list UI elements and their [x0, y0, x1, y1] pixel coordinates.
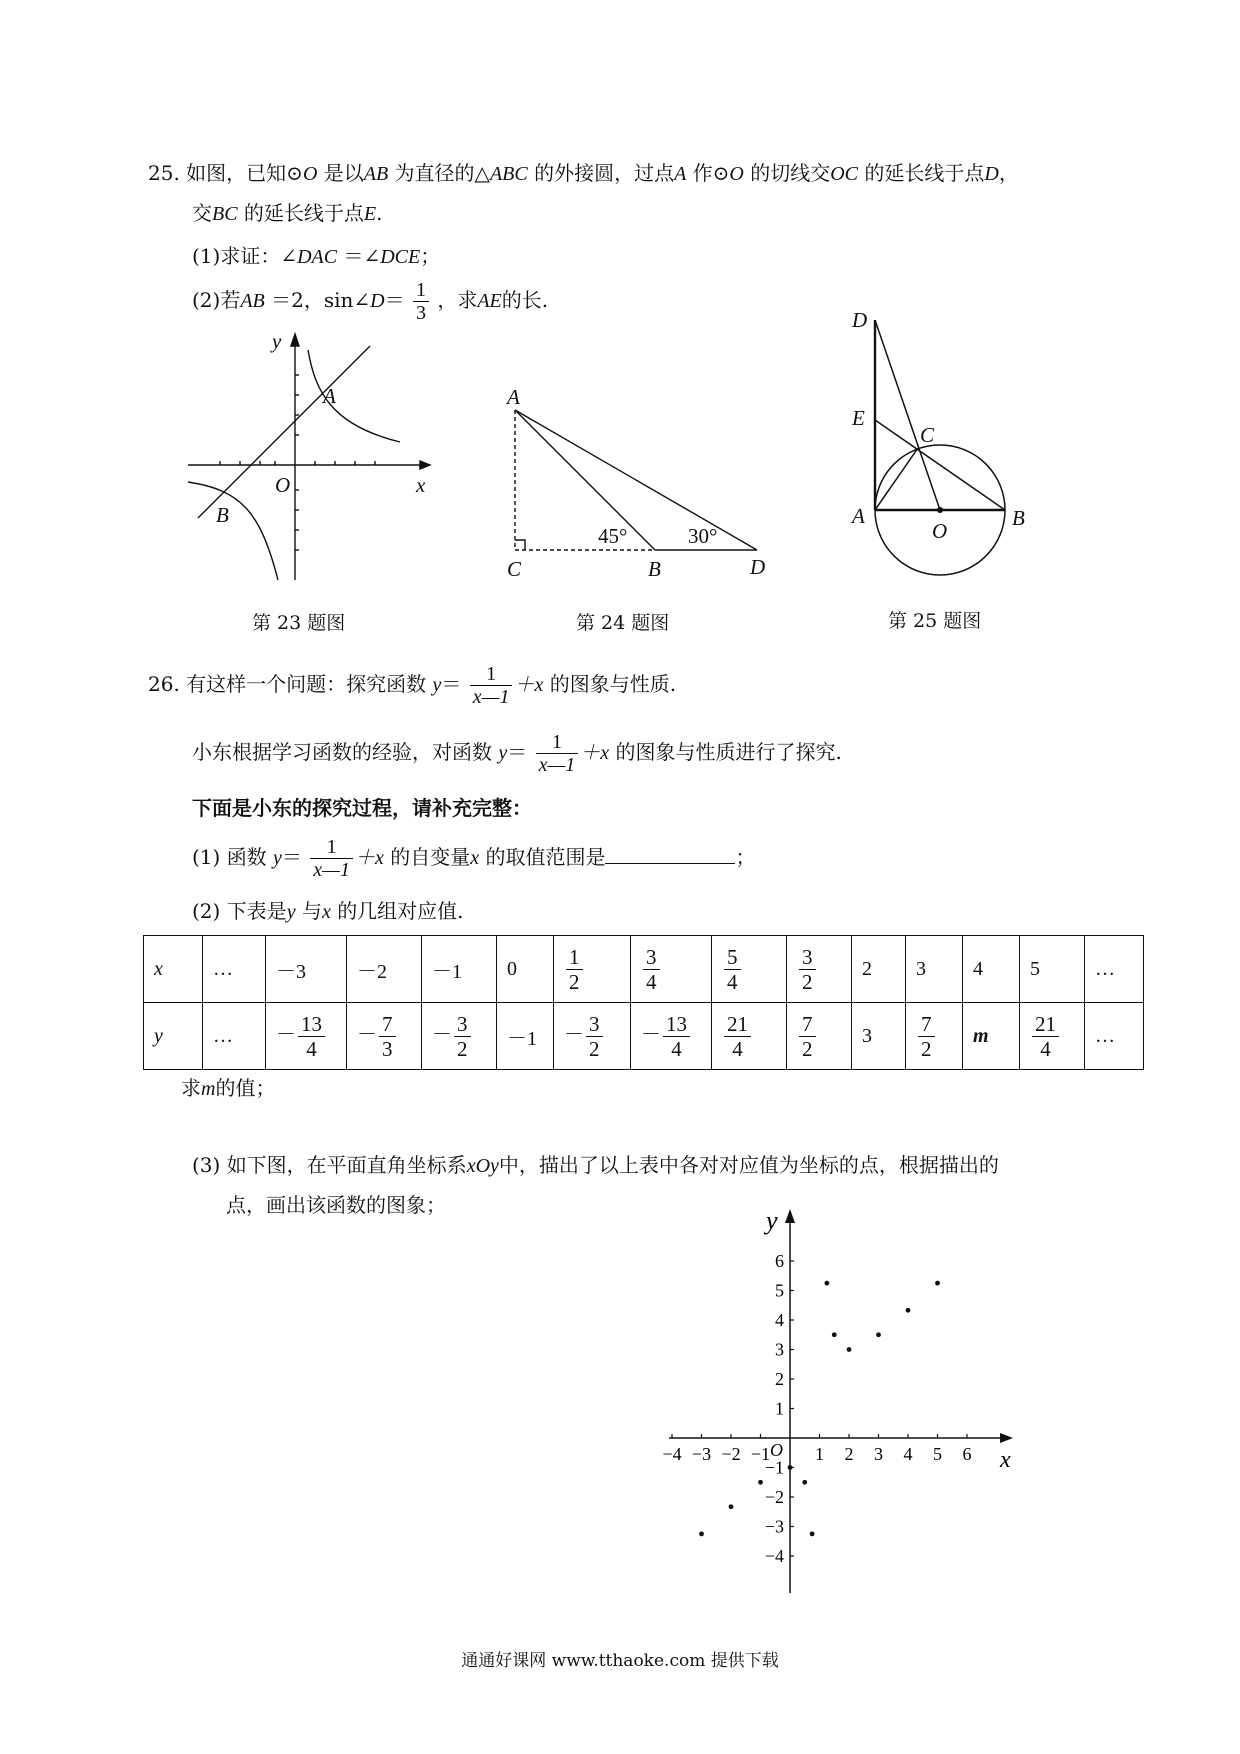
- q26-part1: (1) 函数 y＝ $\frac{1}{x—1}$ ＋x 的自变量x 的取值范围是 ；: [192, 836, 756, 881]
- table-cell-x: －3: [266, 936, 347, 1003]
- plot-point: [729, 1504, 734, 1509]
- y-tick-label: 3: [775, 1339, 784, 1360]
- table-cell-x: 3: [906, 936, 963, 1003]
- plot-point: [935, 1281, 940, 1286]
- table-cell-y: $\frac{21}{4}$: [1020, 1003, 1085, 1070]
- y-tick-label: −2: [764, 1487, 784, 1507]
- coordinate-plane: [655, 1205, 1040, 1600]
- fig25-label-A: A: [852, 504, 865, 528]
- plot-point: [832, 1332, 837, 1337]
- fig23-x-arrow-icon: [420, 461, 430, 469]
- fig25-chord-AC: [875, 448, 918, 510]
- table-cell-x: 0: [497, 936, 554, 1003]
- q26-part3-line2: 点，画出该函数的图象；: [226, 1193, 446, 1217]
- y-tick-label: 1: [775, 1398, 784, 1419]
- value-table: [143, 935, 1144, 1070]
- function-fraction: $\frac{1}{x—1}$: [310, 836, 353, 881]
- q26-instruction: 下面是小东的探究过程，请补充完整：: [192, 796, 532, 820]
- fig25-label-O: O: [932, 519, 948, 543]
- plot-point: [847, 1347, 852, 1352]
- fig24-side-AB: [515, 410, 655, 550]
- fig23-label-y: y: [272, 330, 282, 353]
- x-tick-label: 1: [815, 1444, 824, 1464]
- x-tick-label: 2: [844, 1444, 854, 1464]
- table-cell-y: － $\frac{13}{4}$: [266, 1003, 347, 1070]
- plot-point: [824, 1281, 829, 1286]
- fig25-label-D: D: [852, 308, 868, 332]
- y-axis-arrow-icon: [785, 1209, 795, 1223]
- y-tick-label: −1: [764, 1457, 784, 1478]
- x-tick-label: −3: [691, 1444, 712, 1464]
- fig24-label-B: B: [648, 557, 661, 580]
- fig25-label-E: E: [852, 406, 865, 430]
- fig23-label-B: B: [216, 503, 229, 527]
- table-cell-x: $\frac{3}{4}$: [631, 936, 712, 1003]
- table-cell-x: …: [1085, 936, 1144, 1003]
- function-fraction: $\frac{1}{x—1}$: [536, 731, 579, 776]
- fig24-angle-45: 45°: [598, 524, 628, 548]
- table-cell-y: － $\frac{13}{4}$: [631, 1003, 712, 1070]
- fig25-caption: 第 25 题图: [888, 610, 982, 632]
- plot-point: [802, 1480, 807, 1485]
- table-cell-x: －2: [347, 936, 422, 1003]
- x-axis-arrow-icon: [1000, 1433, 1013, 1443]
- fig24-label-C: C: [507, 557, 522, 580]
- y-tick-label: 6: [775, 1251, 784, 1271]
- q25-part2: (2)若AB ＝2，sin∠D＝ $\frac{1}{3}$ ，求AE的长.: [192, 279, 549, 324]
- plot-point: [810, 1531, 815, 1536]
- fig25-line-EB: [875, 420, 1005, 510]
- q25-line2: 交BC 的延长线于点E.: [192, 201, 383, 225]
- plot-point: [758, 1480, 763, 1485]
- x-tick-label: −1: [750, 1444, 771, 1464]
- x-axis-label: x: [1000, 1447, 1011, 1473]
- fig24-angle-30: 30°: [688, 524, 718, 548]
- y-tick-label: −3: [764, 1516, 784, 1537]
- x-tick-label: 5: [933, 1444, 942, 1464]
- figure-25: [840, 305, 1040, 590]
- table-cell-x: 4: [963, 936, 1020, 1003]
- plot-point: [906, 1308, 911, 1313]
- table-cell-x: …: [203, 936, 266, 1003]
- plot-point: [788, 1465, 793, 1470]
- table-cell-header: y: [144, 1003, 203, 1070]
- footer-source: 通通好课网 www.tthaoke.com 提供下载: [461, 1651, 779, 1671]
- origin-label: O: [770, 1440, 783, 1460]
- figure-23: [180, 330, 440, 585]
- table-cell-y: －1: [497, 1003, 554, 1070]
- table-cell-x: －1: [422, 936, 497, 1003]
- x-tick-label: 3: [874, 1444, 883, 1464]
- fig23-label-A: A: [323, 384, 336, 408]
- table-row-y: [144, 1003, 1144, 1070]
- table-cell-y: － $\frac{3}{2}$: [422, 1003, 497, 1070]
- y-tick-label: 4: [775, 1310, 784, 1330]
- table-cell-y: $\frac{21}{4}$: [712, 1003, 787, 1070]
- x-tick-label: 4: [903, 1444, 913, 1464]
- table-cell-y: …: [1085, 1003, 1144, 1070]
- q26-number: 26.: [148, 672, 180, 696]
- table-cell-y: 3: [852, 1003, 906, 1070]
- fig23-hyperbola-upper: [308, 350, 400, 442]
- fig24-right-angle-icon: [515, 540, 525, 550]
- table-cell-header: x: [144, 936, 203, 1003]
- table-row-x: [144, 936, 1144, 1003]
- y-tick-label: −4: [764, 1546, 784, 1566]
- fig24-label-D: D: [750, 555, 766, 579]
- q26-part3-line1: (3) 如下图，在平面直角坐标系xOy中，描出了以上表中各对对应值为坐标的点，根据描出的: [192, 1153, 999, 1177]
- table-cell-x: $\frac{5}{4}$: [712, 936, 787, 1003]
- fig25-line-DO: [875, 320, 940, 510]
- fig25-label-C: C: [920, 423, 935, 447]
- table-cell-y: …: [203, 1003, 266, 1070]
- fig23-caption: 第 23 题图: [252, 612, 346, 634]
- q26-line2: 小东根据学习函数的经验，对函数 y＝ $\frac{1}{x—1}$ ＋x 的图象与性质进行了探究.: [192, 731, 842, 776]
- x-tick-label: −4: [662, 1444, 682, 1464]
- fig23-hyperbola-lower: [188, 482, 278, 580]
- figure-24: [495, 380, 785, 580]
- table-cell-x: 2: [852, 936, 906, 1003]
- q25-number: 25.: [148, 161, 180, 185]
- answer-blank[interactable]: [605, 845, 735, 864]
- table-cell-y: $\frac{7}{2}$: [787, 1003, 852, 1070]
- fig24-caption: 第 24 题图: [576, 612, 670, 634]
- fig24-label-A: A: [507, 385, 520, 409]
- y-axis-label: y: [766, 1206, 778, 1235]
- table-cell-y: － $\frac{7}{3}$: [347, 1003, 422, 1070]
- table-cell-y: m: [963, 1003, 1020, 1070]
- table-cell-x: 5: [1020, 936, 1085, 1003]
- x-tick-label: −2: [721, 1444, 741, 1464]
- y-tick-label: 5: [775, 1280, 784, 1301]
- table-cell-x: $\frac{1}{2}$: [554, 936, 631, 1003]
- table-cell-y: $\frac{7}{2}$: [906, 1003, 963, 1070]
- fig23-label-x: x: [416, 473, 426, 497]
- fig23-label-origin: O: [275, 473, 291, 497]
- fig25-center-dot: [937, 507, 943, 513]
- x-tick-label: 6: [962, 1444, 972, 1464]
- fig25-label-B: B: [1012, 506, 1025, 530]
- plot-point: [699, 1531, 704, 1536]
- q25-part1: (1)求证：∠DAC ＝∠DCE；: [192, 244, 441, 268]
- plot-point: [876, 1332, 881, 1337]
- find-m: 求m的值；: [181, 1076, 276, 1100]
- one-third-fraction: $\frac{1}{3}$: [413, 279, 429, 324]
- q26-line1: 26. 有这样一个问题：探究函数 y＝ $\frac{1}{x—1}$ ＋x 的图象与性质.: [148, 663, 677, 708]
- fig23-y-arrow-icon: [291, 334, 299, 346]
- q26-part2: (2) 下表是y 与x 的几组对应值.: [192, 899, 464, 923]
- function-fraction: $\frac{1}{x—1}$: [470, 663, 513, 708]
- fig24-side-AD: [515, 410, 757, 550]
- table-cell-x: $\frac{3}{2}$: [787, 936, 852, 1003]
- y-tick-label: 2: [775, 1369, 784, 1389]
- fig23-ticks: [220, 375, 375, 550]
- q25-line1: 25. 如图，已知⊙O 是以AB 为直径的△ABC 的外接圆，过点A 作⊙O 的切线交OC 的延长线于点D，: [148, 161, 1019, 185]
- table-cell-y: － $\frac{3}{2}$: [554, 1003, 631, 1070]
